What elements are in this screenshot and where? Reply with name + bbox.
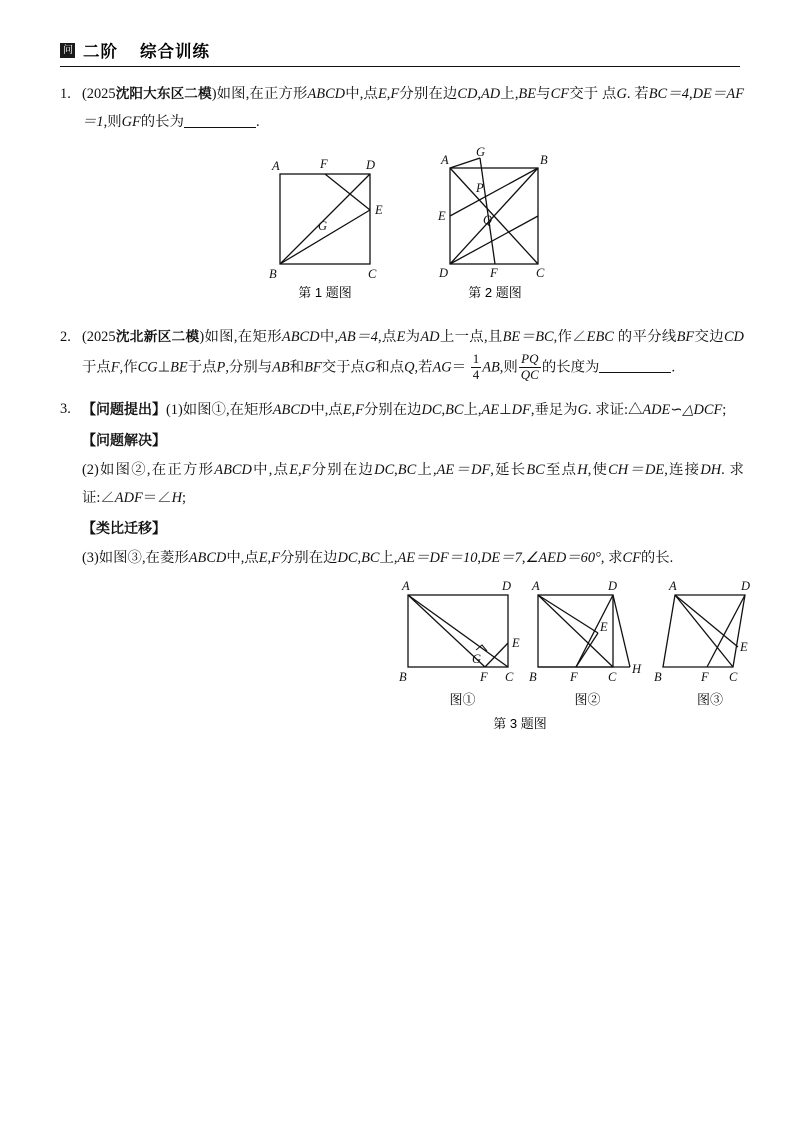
p3-s1-i: ; <box>722 402 727 419</box>
problem-2-text <box>82 324 744 382</box>
p2-G: G <box>364 359 376 376</box>
p2-AB2: AB <box>482 359 500 376</box>
p3-s2-a: (2)如图②,在正方形 <box>82 462 215 479</box>
p3-s1-g: ,垂足为 <box>530 402 578 419</box>
p1-t5: 与 <box>536 86 551 102</box>
fig3b-label-F: F <box>570 670 578 684</box>
p2-t3: ,点 <box>377 329 397 346</box>
p3-s3-F: F <box>271 550 280 567</box>
fig2-label-E: E <box>438 209 446 224</box>
p2-frac-num: 1 <box>472 350 480 366</box>
p1-open: (2025 <box>82 86 116 102</box>
problem-1-number: 1. <box>60 86 71 102</box>
section-title-stage: 二阶 <box>83 43 118 61</box>
p3-s3-BC: BC <box>361 550 380 567</box>
p2-pq-num: PQ <box>521 350 539 366</box>
p3-s2-H: H <box>577 462 588 479</box>
p3-s2-CHDE: CH＝DE <box>608 462 665 479</box>
fig1-label-A: A <box>272 159 280 174</box>
fig1-label-G: G <box>318 219 328 234</box>
p3-s3-f: 求 <box>608 550 623 567</box>
p3-s1-sim: ∽ <box>670 402 683 419</box>
p3-s2-ADF: ADF <box>114 490 143 507</box>
p1-t6: 交于 <box>569 86 599 102</box>
fig2-label-P: P <box>476 181 484 196</box>
fig2-label-A: A <box>441 153 449 168</box>
figure-3-caption-wrap <box>390 711 650 732</box>
fig3a-label-E: E <box>512 636 520 650</box>
p1-BE: BE <box>518 86 537 102</box>
figure-3b-caption-wrap <box>520 689 655 708</box>
p1-E: E <box>377 86 387 102</box>
p2-t7: 的平分线 <box>617 329 677 346</box>
p2-AD: AD <box>420 329 440 346</box>
p3-s2-c: 分别在边 <box>310 462 375 479</box>
p2-CD: CD <box>723 329 744 346</box>
fig1-label-F: F <box>320 157 328 172</box>
figure-3b-caption: 图② <box>574 692 601 707</box>
p1-answer-blank[interactable] <box>184 127 256 128</box>
figure-1-caption: 第 1 题图 <box>298 285 352 301</box>
p2-CG: CG <box>137 359 158 376</box>
p2-source: 沈北新区二模 <box>115 329 200 345</box>
figure-2-caption: 第 2 题图 <box>468 285 522 301</box>
p2-EBC: EBC <box>586 329 614 346</box>
p2-t18: ＝ <box>451 359 467 376</box>
p3-s2-AEDF: AE＝DF <box>436 462 491 479</box>
figure-row-1 <box>0 146 800 306</box>
fig2-label-D: D <box>439 266 449 281</box>
fig2-label-B: B <box>540 153 548 168</box>
figure-row-3 <box>0 581 800 731</box>
p1-t1: )如图,在正方形 <box>211 86 308 102</box>
p3-s1-h: . 求证:△ <box>588 402 643 419</box>
p3-s2-ABCD: ABCD <box>214 462 252 479</box>
figure-3-caption: 第 3 题图 <box>493 716 547 731</box>
p3-s2-f: 至点 <box>544 462 578 479</box>
p2-AB: AB <box>272 359 290 376</box>
p3-s2-BC: BC <box>397 462 417 479</box>
p1-t7: 点 <box>601 86 617 102</box>
p2-answer-blank[interactable] <box>599 372 671 373</box>
fig3c-label-A: A <box>669 581 677 593</box>
p1-CD: CD <box>457 86 478 102</box>
p2-P: P <box>216 359 226 376</box>
fig2-label-C: C <box>536 266 545 281</box>
p3-s2-DH: DH <box>700 462 722 479</box>
problem-3-number: 3. <box>60 401 71 418</box>
problem-1 <box>60 81 744 136</box>
p3-s2-j: ＝∠ <box>142 490 172 507</box>
p2-t19: ,则 <box>499 359 518 376</box>
p3-s3-E: E <box>258 550 268 567</box>
p1-AD: AD <box>480 86 501 102</box>
figure-3c-caption: 图③ <box>696 692 723 707</box>
header-divider <box>60 66 740 67</box>
fig3b-label-D: D <box>608 581 618 593</box>
problem-2 <box>60 324 744 382</box>
p3-s3-e: , <box>600 550 605 567</box>
p3-s1-a: (1)如图①,在矩形 <box>166 402 273 419</box>
p2-AB4: AB＝4 <box>338 329 378 346</box>
problem-3 <box>60 396 744 573</box>
fig1-label-D: D <box>366 158 376 173</box>
p1-t2: 中,点 <box>345 86 378 102</box>
p3-s2-E: E <box>289 462 298 479</box>
figure-3a-caption-wrap <box>390 689 535 708</box>
p3-s2-e: ,延长 <box>490 462 527 479</box>
p1-BC4: BC＝4 <box>648 86 689 102</box>
p2-frac-den: 4 <box>472 366 480 382</box>
fig2-label-G: G <box>476 146 486 160</box>
p2-AG: AG <box>432 359 452 376</box>
p2-t15: 交于点 <box>321 359 365 376</box>
p1-source: 沈阳大东区二模 <box>115 86 212 101</box>
p2-period: . <box>671 359 676 376</box>
fig1-label-B: B <box>269 267 277 282</box>
p3-s3-DE: DE＝7 <box>481 550 522 567</box>
p2-t4: 为 <box>405 329 421 346</box>
p1-t4: 上, <box>500 86 519 102</box>
fig3b-label-A: A <box>532 581 540 593</box>
p2-t8: 交边 <box>694 329 724 346</box>
fig3c-label-D: D <box>741 581 751 593</box>
fig2-label-Q: Q <box>483 213 493 228</box>
p2-open: (2025 <box>82 329 116 346</box>
p2-fraction-pqqc <box>519 352 541 382</box>
fig1-label-C: C <box>368 267 377 282</box>
p3-tag-2-line <box>82 427 744 456</box>
p2-fraction-quarter <box>471 352 482 382</box>
p3-s3-CF: CF <box>622 550 641 567</box>
p3-s1-DC: DC <box>421 402 442 419</box>
p2-t16: 和点 <box>375 359 405 376</box>
p2-ABCD: ABCD <box>281 329 320 346</box>
figure-3c-rhombus-ABCD <box>645 581 775 696</box>
figure-1-caption-wrap <box>250 282 400 301</box>
p3-s2-H2: H <box>171 490 182 507</box>
p1-abcd: ABCD <box>307 86 346 102</box>
p1-GF: GF <box>121 113 141 130</box>
p3-s3-AEDF: AE＝DF＝10 <box>397 550 478 567</box>
figure-2-rect-ABCD <box>420 146 570 281</box>
fig1-label-E: E <box>375 203 383 218</box>
p3-s1-BC: BC <box>445 402 464 419</box>
p1-CF: CF <box>550 86 570 102</box>
p3-s3-d: 上, <box>379 550 398 567</box>
p2-pq-den: QC <box>520 366 539 382</box>
p2-t9: 于点 <box>82 359 111 376</box>
p1-G: G <box>616 86 627 102</box>
p1-t9: ,则 <box>103 113 122 130</box>
figure-2-caption-wrap <box>420 282 570 301</box>
p3-s1-f: ⊥ <box>499 402 512 419</box>
p3-s2-g: ,使 <box>587 462 609 479</box>
fig3b-label-C: C <box>608 670 617 684</box>
p2-t20: 的长度为 <box>541 359 600 376</box>
p3-s1-d: 分别在边 <box>363 402 422 419</box>
fig3a-label-C: C <box>505 670 514 684</box>
p3-s1-G: G <box>577 402 588 419</box>
p3-s3-ang: ∠AED＝60° <box>525 550 601 567</box>
fig3b-label-H: H <box>632 662 642 676</box>
fig3a-label-G: G <box>472 652 482 666</box>
p3-s3-c: 分别在边 <box>279 550 338 567</box>
p2-t5: 上一点,且 <box>439 329 503 346</box>
p2-t14: 和 <box>289 359 305 376</box>
section-badge-icon: 问 <box>60 43 75 58</box>
p3-s2-F: F <box>301 462 311 479</box>
fig3a-label-B: B <box>399 670 407 684</box>
section-title-name: 综合训练 <box>140 43 210 61</box>
p3-s1-E: E <box>342 402 352 419</box>
p3-s3-a: (3)如图③,在菱形 <box>82 550 189 567</box>
p3-s2-h: ,连接 <box>664 462 701 479</box>
p3-s1-b: 中,点 <box>310 402 343 419</box>
p3-s1-DF: DF <box>511 402 531 419</box>
p3-tag-3-line <box>82 515 744 544</box>
p2-t6: ,作∠ <box>553 329 587 346</box>
p3-s3-g: 的长. <box>640 550 674 567</box>
p3-s2-k: ; <box>181 490 186 507</box>
p3-s1-ABCD: ABCD <box>272 402 311 419</box>
section-header <box>60 38 740 62</box>
problem-1-text: (2025沈阳大东区二模)如图,在正方形ABCD中,点E,F分别在边CD,AD上,BE与CF交于 点G. 若BC＝4,DE＝AF＝1,则GF的长为 . <box>82 86 744 130</box>
p3-s2-b: 中,点 <box>251 462 290 479</box>
p2-BE: BE <box>170 359 188 376</box>
p3-s1-F: F <box>355 402 364 419</box>
p2-Q: Q <box>404 359 415 376</box>
p3-step-3: (3)如图③,在菱形ABCD中,点E,F分别在边DC,BC上,AE＝DF＝10,DE＝7,∠AED＝60°, 求CF的长. <box>82 550 674 567</box>
problem-3-text: 【问题提出】(1)如图①,在矩形ABCD中,点E,F分别在边DC,BC上,AE⊥DF,垂足为G. 求证:△ADE∽△DCF; 【问题解决】 (2)如图②,在正方形ABCD中,点E,F分别在边DC,BC上,AE＝DF,延长BC至点H,使CH＝DE,连接DH. 求证:∠ADF＝∠H; 【类比迁移】 (3)如图③,在菱形ABCD中,点E,F分别在边DC,BC上,AE＝DF＝10,DE＝7,∠AED＝60°, 求CF的长. <box>82 396 744 573</box>
figure-3a-caption: 图① <box>449 692 476 707</box>
p3-tag-1: 【问题提出】 <box>82 401 166 418</box>
p3-tag-3: 【类比迁移】 <box>82 519 166 536</box>
fig3a-label-F: F <box>480 670 488 684</box>
p1-t8: . 若 <box>626 86 649 102</box>
p3-s2-DC: DC <box>374 462 395 479</box>
p2-BF: BF <box>676 329 695 346</box>
p1-t3: 分别在边 <box>399 86 458 102</box>
p2-t17: ,若 <box>414 359 433 376</box>
p2-t13: ,分别与 <box>225 359 273 376</box>
p3-s1-ADE: ADE <box>642 402 671 419</box>
fig3b-label-E: E <box>600 620 608 634</box>
p3-s3-DC: DC <box>337 550 358 567</box>
p2-t2: 中, <box>319 329 339 346</box>
figure-1-square-ABCD <box>250 152 400 282</box>
figure-3a-rect-ABCD <box>390 581 535 696</box>
p2-t10: ,作 <box>119 359 138 376</box>
p2-E: E <box>396 329 406 346</box>
p3-s1-DCF: △DCF <box>682 402 723 419</box>
fig3c-label-B: B <box>654 670 662 684</box>
p3-s1-e: 上, <box>463 402 482 419</box>
p3-s2-d: 上, <box>416 462 437 479</box>
p2-BEBC: BE＝BC <box>502 329 554 346</box>
fig3c-label-C: C <box>729 670 738 684</box>
fig3b-label-B: B <box>529 670 537 684</box>
figure-3b-square-ABCD <box>520 581 655 696</box>
p1-t10: 的长为 <box>140 113 184 130</box>
p3-step-2: (2)如图②,在正方形ABCD中,点E,F分别在边DC,BC上,AE＝DF,延长BC至点H,使CH＝DE,连接DH. 求证:∠ADF＝∠H; <box>82 462 744 507</box>
p2-F: F <box>110 359 120 376</box>
p1-F: F <box>390 86 400 102</box>
p3-s3-ABCD: ABCD <box>188 550 227 567</box>
fig3c-label-E: E <box>740 640 748 654</box>
fig3c-label-F: F <box>701 670 709 684</box>
p3-s2-i: . 求证:∠ <box>82 462 744 507</box>
p1-period: . <box>255 113 260 130</box>
problem-2-number: 2. <box>60 329 71 346</box>
p2-t11: ⊥ <box>157 359 171 376</box>
p2-t1: )如图,在矩形 <box>199 329 282 346</box>
fig3a-label-A: A <box>402 581 410 593</box>
p1-DEAF: DE＝AF＝1 <box>82 86 744 130</box>
p3-s1-AE: AE <box>481 402 500 419</box>
p2-t12: 于点 <box>187 359 217 376</box>
p2-BF2: BF <box>304 359 322 376</box>
p3-tag-2: 【问题解决】 <box>82 431 166 448</box>
fig3a-label-D: D <box>502 581 512 593</box>
fig2-label-F: F <box>490 266 498 281</box>
figure-3c-caption-wrap <box>645 689 775 708</box>
p3-s2-BC2: BC <box>526 462 545 479</box>
p3-s3-b: 中,点 <box>226 550 259 567</box>
